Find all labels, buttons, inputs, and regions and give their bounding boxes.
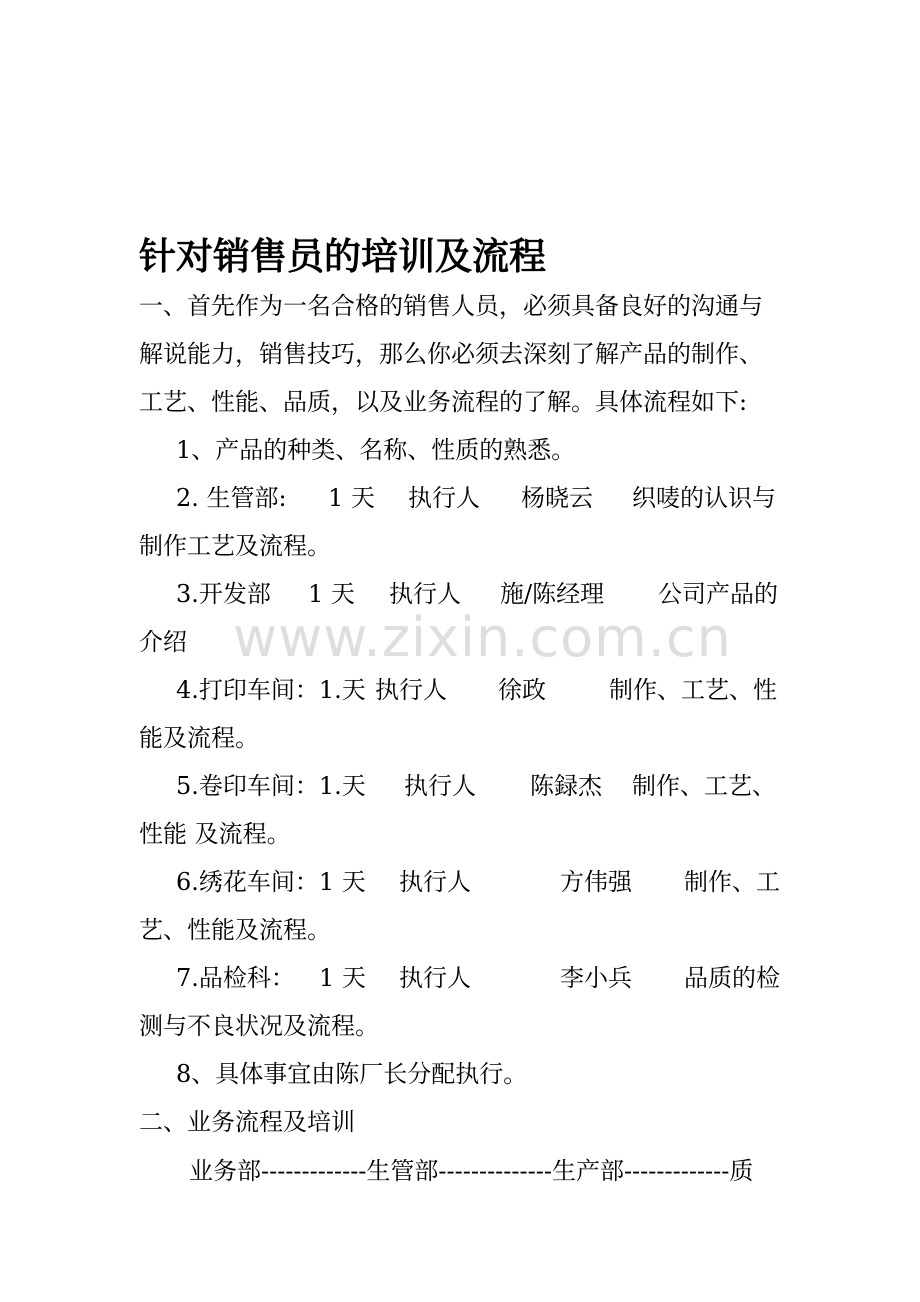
item-4-department: 4.打印车间：1.天 — [176, 676, 366, 704]
item-6-continuation: 艺、性能及流程。 — [139, 916, 331, 944]
item-7-department: 7.品检科： — [176, 964, 295, 992]
list-item-5 — [176, 769, 786, 803]
item-6-content: 制作、工 — [684, 868, 780, 896]
item-3-executor-label: 执行人 — [389, 580, 461, 608]
item-6-department: 6.绣花车间：1 天 — [176, 868, 366, 896]
intro-line-3: 工艺、性能、品质，以及业务流程的了解。具体流程如下: — [139, 388, 748, 416]
list-item-4 — [176, 673, 786, 707]
item-7-executor-name: 李小兵 — [560, 964, 632, 992]
flow-line: 业务部-------------生管部--------------生产部-------------质 — [189, 1157, 754, 1185]
item-2-duration: 1 天 — [328, 484, 375, 512]
list-item-3 — [176, 577, 786, 611]
item-3-executor-name: 施/陈经理 — [500, 580, 605, 608]
item-5-continuation: 性能 及流程。 — [139, 820, 291, 848]
item-2-executor-name: 杨晓云 — [521, 484, 593, 512]
item-5-content: 制作、工艺、 — [632, 772, 776, 800]
item-7-continuation: 测与不良状况及流程。 — [139, 1012, 379, 1040]
item-3-department: 3.开发部 — [176, 580, 271, 608]
item-2-executor-label: 执行人 — [408, 484, 480, 512]
section-2-heading: 二、业务流程及培训 — [139, 1108, 355, 1136]
list-item-8: 8、具体事宜由陈厂长分配执行。 — [176, 1060, 528, 1088]
item-6-executor-name: 方伟强 — [560, 868, 632, 896]
list-item-6 — [176, 865, 786, 899]
item-6-executor-label: 执行人 — [399, 868, 471, 896]
intro-line-1: 一、首先作为一名合格的销售人员，必须具备良好的沟通与 — [139, 292, 763, 320]
item-3-content: 公司产品的 — [658, 580, 778, 608]
item-3-continuation: 介绍 — [139, 628, 187, 656]
list-item-2 — [176, 481, 786, 515]
item-3-duration: 1 天 — [308, 580, 355, 608]
item-7-duration: 1 天 — [319, 964, 366, 992]
item-4-executor-label: 执行人 — [375, 676, 447, 704]
item-2-content: 织唛的认识与 — [632, 484, 776, 512]
item-4-continuation: 能及流程。 — [139, 724, 259, 752]
intro-line-2: 解说能力，销售技巧，那么你必须去深刻了解产品的制作、 — [139, 340, 763, 368]
item-4-content: 制作、工艺、性 — [609, 676, 777, 704]
item-7-content: 品质的检 — [684, 964, 780, 992]
item-5-department: 5.卷印车间：1.天 — [176, 772, 366, 800]
item-2-continuation: 制作工艺及流程。 — [139, 532, 331, 560]
item-2-department: 2. 生管部: — [176, 484, 287, 512]
item-7-executor-label: 执行人 — [399, 964, 471, 992]
list-item-7 — [176, 961, 786, 995]
watermark: www.zixin.com.cn — [233, 606, 732, 669]
item-5-executor-label: 执行人 — [404, 772, 476, 800]
list-item-1: 1、产品的种类、名称、性质的熟悉。 — [176, 436, 576, 464]
document-title: 针对销售员的培训及流程 — [139, 235, 546, 278]
item-4-executor-name: 徐政 — [498, 676, 546, 704]
item-5-executor-name: 陈録杰 — [530, 772, 602, 800]
